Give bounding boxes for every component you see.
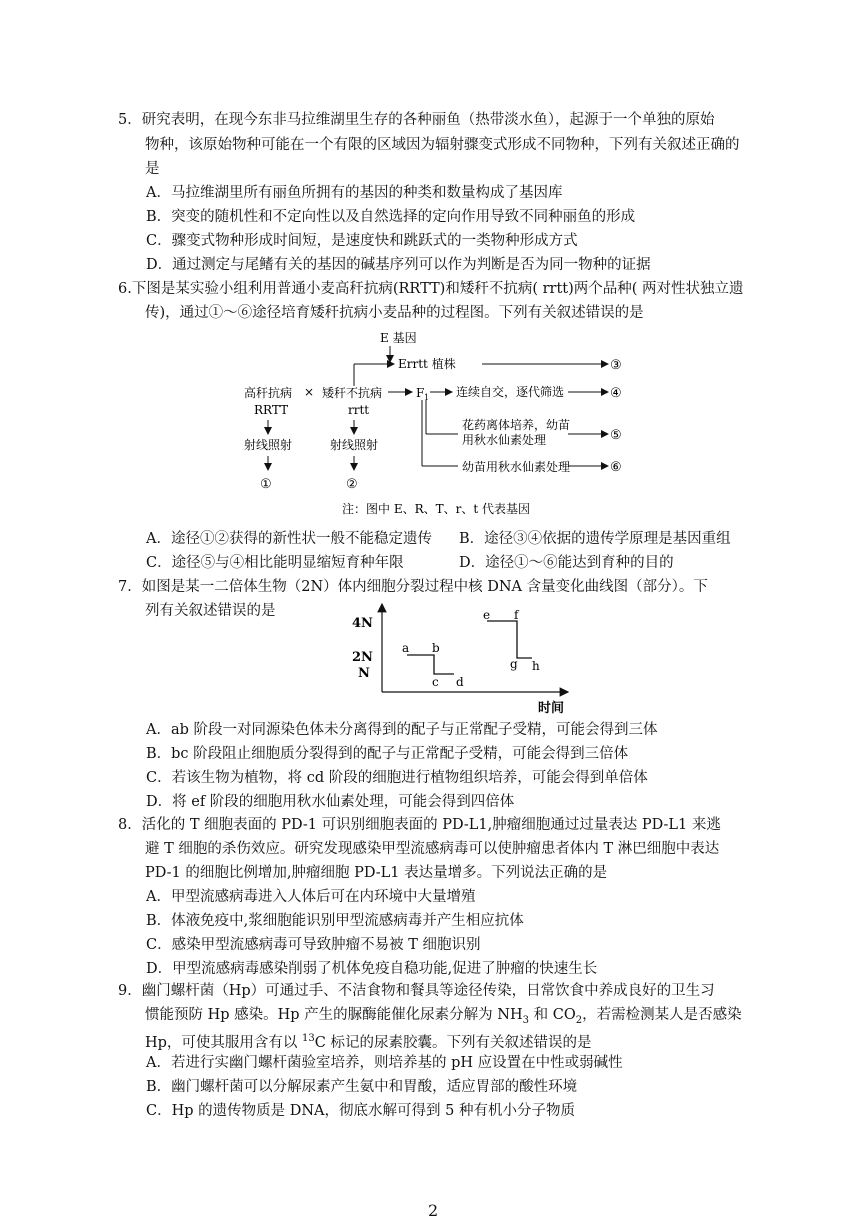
q9-stem-line3: Hp，可使其服用含有以 $^{13}$C 标记的尿素胶囊。下列有关叙述错误的是 <box>145 1033 592 1051</box>
short-genotype-label: rrtt <box>348 403 370 417</box>
q5-option-a: A．马拉维湖里所有丽鱼所拥有的基因的种类和数量构成了基因库 <box>146 185 563 201</box>
q9-option-b: B．幽门螺杆菌可以分解尿素产生氨中和胃酸，适应胃部的酸性环境 <box>146 1079 578 1095</box>
ray-label-2: 射线照射 <box>330 438 379 452</box>
q8-stem-line2: 避 T 细胞的杀伤效应。研究发现感染甲型流感病毒可以使肿瘤患者体内 T 淋巴细胞中表达 <box>145 841 720 857</box>
q5-option-b: B．突变的随机性和不定向性以及自然选择的定向作用导致不同种丽鱼的形成 <box>146 209 636 225</box>
q7-option-c: C．若该生物为植物，将 cd 阶段的细胞进行植物组织培养，可能会得到单倍体 <box>146 770 648 786</box>
tall-genotype-label: RRTT <box>254 403 289 417</box>
q7-option-d: D．将 ef 阶段的细胞用秋水仙素处理，可能会得到四倍体 <box>146 794 515 810</box>
q6-stem-line1: 6.下图是某实验小组利用普通小麦高秆抗病(RRTT)和矮秆不抗病( rrtt)两个品种( 两对性状独立遗 <box>118 281 744 297</box>
q5-stem-line3: 是 <box>145 161 160 177</box>
dna-content-chart <box>342 600 577 718</box>
selfing-label: 连续自交，逐代筛选 <box>456 385 565 399</box>
ray-label-1: 射线照射 <box>244 438 293 452</box>
q9-stem-line1: 9．幽门螺杆菌（Hp）可通过手、不洁食物和餐具等途径传染，日常饮食中养成良好的卫生习 <box>118 983 715 999</box>
point-b: b <box>432 641 440 655</box>
f1-subscript: 1 <box>424 393 430 402</box>
y-tick-2n: 2N <box>352 650 373 665</box>
q6-option-a: A．途径①②获得的新性状一般不能稳定遗传 <box>146 531 432 547</box>
curve-abcd <box>407 655 454 674</box>
q5-option-c: C．骤变式物种形成时间短，是速度快和跳跃式的一类物种形成方式 <box>146 233 578 249</box>
route-2-marker: ② <box>346 477 358 492</box>
diagram-note: 注：图中 E、R、T、r、t 代表基因 <box>342 502 530 516</box>
route-6-marker: ⑥ <box>610 460 622 475</box>
q8-stem-line1: 8．活化的 T 细胞表面的 PD-1 可识别细胞表面的 PD-L1,肿瘤细胞通过过量表达 PD-L1 来逃 <box>118 817 721 833</box>
q8-option-b: B．体液免疫中,浆细胞能识别甲型流感病毒并产生相应抗体 <box>146 913 524 929</box>
q6-option-c: C．途径⑤与④相比能明显缩短育种年限 <box>146 555 404 571</box>
x-axis-label: 时间 <box>538 701 565 716</box>
q9-option-a: A．若进行实幽门螺杆菌验室培养，则培养基的 pH 应设置在中性或弱碱性 <box>146 1055 623 1071</box>
q5-stem-line1: 5．研究表明，在现今东非马拉维湖里生存的各种丽鱼（热带淡水鱼），起源于一个单独的原始 <box>118 112 715 128</box>
q5-stem-line2: 物种，该原始物种可能在一个有限的区域因为辐射骤变式形成不同物种，下列有关叙述正确的 <box>145 137 740 153</box>
route-4-marker: ④ <box>610 386 622 401</box>
errtt-label: Errtt 植株 <box>398 357 456 371</box>
point-g: g <box>510 657 518 671</box>
q7-option-b: B．bc 阶段阻止细胞质分裂得到的配子与正常配子受精，可能会得到三倍体 <box>146 746 629 762</box>
route-3-marker: ③ <box>610 358 622 373</box>
seedling-colchicine-label: 幼苗用秋水仙素处理 <box>462 460 571 474</box>
short-susceptible-label: 矮秆不抗病 <box>322 386 383 400</box>
e-gene-label: E 基因 <box>380 331 417 345</box>
q8-option-c: C．感染甲型流感病毒可导致肿瘤不易被 T 细胞识别 <box>146 937 481 953</box>
q8-stem-line3: PD-1 的细胞比例增加,肿瘤细胞 PD-L1 表达量增多。下列说法正确的是 <box>145 865 608 881</box>
point-h: h <box>532 659 540 673</box>
q9-option-c: C．Hp 的遗传物质是 DNA，彻底水解可得到 5 种有机小分子物质 <box>146 1103 575 1119</box>
cross-sign: × <box>304 385 315 399</box>
q8-option-a: A．甲型流感病毒进入人体后可在内环境中大量增殖 <box>146 889 476 905</box>
point-c: c <box>432 675 439 689</box>
anther-culture-line2: 用秋水仙素处理 <box>462 433 547 447</box>
q8-option-d: D．甲型流感病毒感染削弱了机体免疫自稳功能,促进了肿瘤的快速生长 <box>146 961 598 977</box>
q9-stem-line2: 惯能预防 Hp 感染。Hp 产生的脲酶能催化尿素分解为 $NH_3$ 和 $CO_2$，若需检测某人是否感染 <box>145 1007 742 1026</box>
point-f: f <box>514 608 519 622</box>
f1-label: F <box>416 386 425 400</box>
point-a: a <box>402 641 410 655</box>
anther-culture-line1: 花药离体培养，幼苗 <box>462 418 571 432</box>
point-e: e <box>483 608 491 622</box>
q7-stem-line2: 列有关叙述错误的是 <box>145 603 276 619</box>
page-number: 2 <box>428 1201 439 1220</box>
q6-option-b: B．途径③④依据的遗传学原理是基因重组 <box>459 531 731 547</box>
point-d: d <box>456 675 464 689</box>
tall-resistant-label: 高秆抗病 <box>244 386 293 400</box>
route-1-marker: ① <box>260 477 272 492</box>
breeding-diagram <box>230 328 650 520</box>
q7-stem-line1: 7．如图是某一二倍体生物（2N）体内细胞分裂过程中核 DNA 含量变化曲线图（部分）。下 <box>118 579 708 595</box>
curve-efgh <box>487 621 532 658</box>
route-5-marker: ⑤ <box>610 428 622 443</box>
q6-stem-line2: 传)，通过①～⑥途径培育矮秆抗病小麦品种的过程图。下列有关叙述错误的是 <box>145 305 644 321</box>
q5-option-d: D．通过测定与尾鳍有关的基因的碱基序列可以作为判断是否为同一物种的证据 <box>146 257 651 273</box>
q7-option-a: A．ab 阶段一对同源染色体未分离得到的配子与正常配子受精，可能会得到三体 <box>146 722 658 738</box>
y-tick-4n: 4N <box>352 616 373 631</box>
y-tick-n: N <box>358 666 370 681</box>
q6-option-d: D．途径①～⑥能达到育种的目的 <box>459 555 674 571</box>
